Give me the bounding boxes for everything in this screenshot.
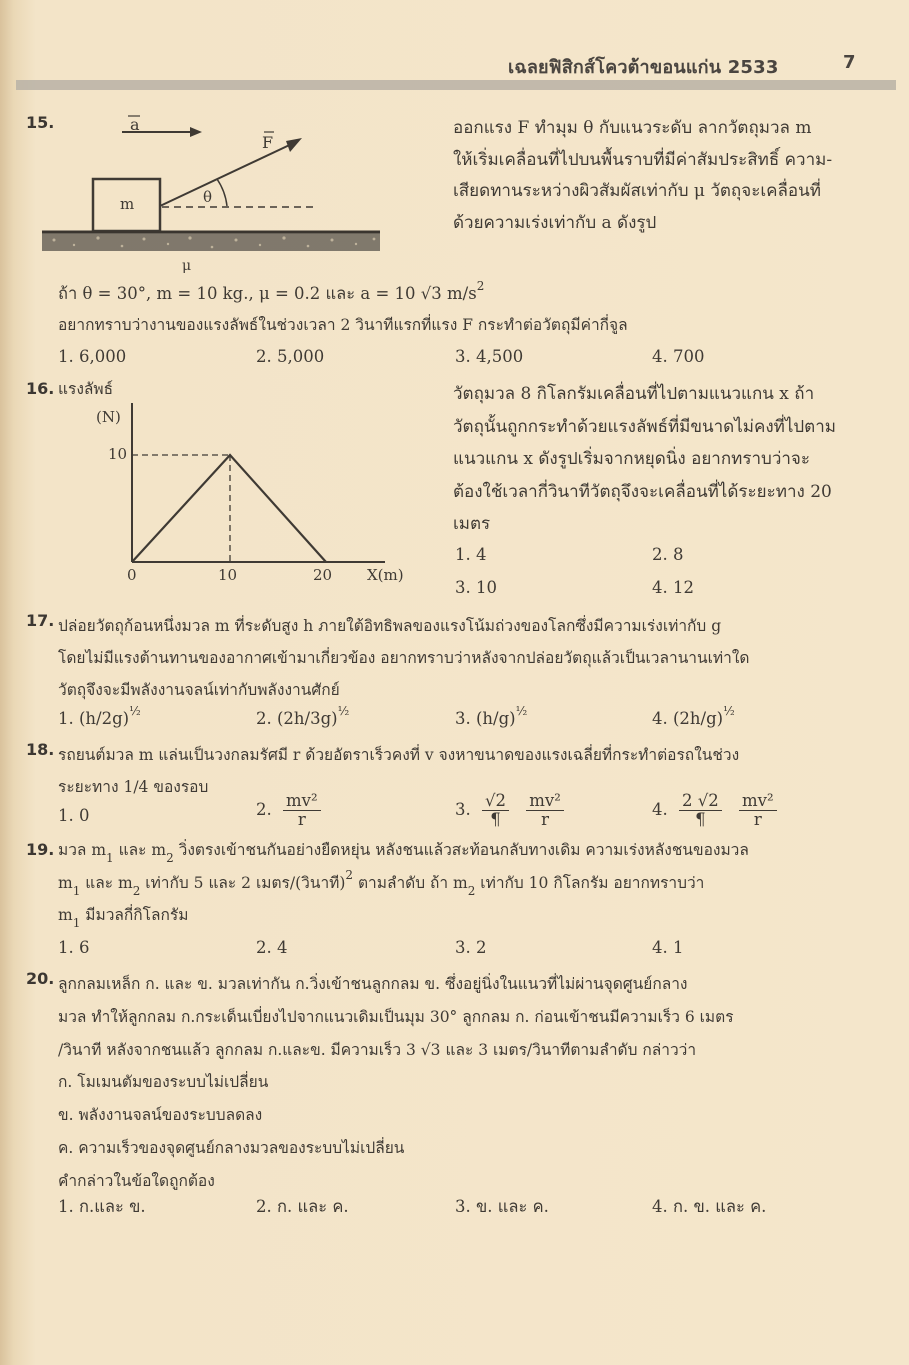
q15-given: ถ้า θ = 30°, m = 10 kg., μ = 0.2 และ a = 10 √3 $m/s^2$ [58, 279, 485, 303]
q16-text-line: วัตถุนั้นถูกกระทำด้วยแรงลัพธ์ที่มีขนาดไม่คงที่ไปตาม [453, 416, 836, 437]
svg-text:θ: θ [203, 188, 213, 206]
q16-number: 16. [26, 379, 55, 398]
q16-description [453, 378, 836, 541]
q20-choice-4[interactable]: 4. ก. ข. และ ค. [652, 1197, 767, 1216]
svg-text:m: m [120, 195, 135, 213]
q17-text-line: วัตถุจึงจะมีพลังงานจลน์เท่ากับพลังงานศักย์ [58, 681, 340, 699]
q15-choice-4[interactable]: 4. 700 [652, 347, 705, 366]
q20-choice-1[interactable]: 1. ก.และ ข. [58, 1197, 146, 1216]
svg-text:μ: μ [182, 258, 192, 274]
q20-text-line: มวล ทำให้ลูกกลม ก.กระเด็นเบี่ยงไปจากแนวเดิมเป็นมุม 30° ลูกกลม ก. ก่อนเข้าชนมีความเร็ว 6 เมตร [58, 1008, 734, 1026]
q15-question: อยากทราบว่างานของแรงลัพธ์ในช่วงเวลา 2 วินาทีแรกที่แรง F กระทำต่อวัตถุมีค่ากี่จูล [58, 316, 628, 334]
q15-text-line: ด้วยความเร่งเท่ากับ a ดังรูป [453, 212, 657, 233]
q20-statement: ค. ความเร็วของจุดศูนย์กลางมวลของระบบไม่เปลี่ยน [58, 1139, 405, 1157]
q16-text-line: ต้องใช้เวลากี่วินาทีวัตถุจึงจะเคลื่อนที่ได้ระยะทาง 20 [453, 481, 832, 502]
q16-choice-3[interactable]: 3. 10 [455, 578, 497, 597]
q16-graph-title: แรงลัพธ์ [58, 380, 114, 398]
q16-choice-4[interactable]: 4. 12 [652, 578, 694, 597]
svg-text:F: F [262, 133, 274, 152]
q15-text-line: ให้เริ่มเคลื่อนที่ไปบนพื้นราบที่มีค่าสัมประสิทธิ์ ความ- [453, 149, 833, 170]
q18-choice-4[interactable]: 4. $\frac{2 √2}{\P}$ $\frac{\text{mv²}}{r}$ [652, 792, 783, 829]
q20-statement: ข. พลังงานจลน์ของระบบลดลง [58, 1106, 263, 1124]
q17-choice-2[interactable]: 2. $(2h/3g)^{\frac{1}{2}}$ [256, 704, 350, 728]
q15-text-line: เสียดทานระหว่างผิวสัมผัสเท่ากับ μ วัตถุจะเคลื่อนที่ [453, 181, 821, 201]
fraction: $\frac{\text{mv²}}{r}$ [283, 792, 321, 829]
x-tick-0: 0 [127, 566, 137, 584]
y-axis-label: (N) [96, 408, 121, 426]
q16-text-line: วัตถุมวล 8 กิโลกรัมเคลื่อนที่ไปตามแนวแกน x ถ้า [453, 384, 815, 404]
q20-text-line: /วินาที หลังจากชนแล้ว ลูกกลม ก.และข. มีความเร็ว 3 √3 และ 3 เมตร/วินาทีตามลำดับ กล่าวว่า [58, 1041, 697, 1059]
running-header: เฉลยฟิสิกส์โควต้าขอนแก่น 2533 [508, 57, 779, 78]
q20-choice-2[interactable]: 2. ก. และ ค. [256, 1197, 349, 1216]
header-rule [16, 80, 896, 90]
x-tick-10: 10 [218, 566, 238, 584]
q16-force-graph [90, 395, 430, 595]
q19-text-line-1: มวล $m_1$ และ $m_2$ วิ่งตรงเข้าชนกันอย่างยืดหยุ่น หลังชนแล้วสะท้อนกลับทางเดิม ความเร่งหลังชนของมวล [58, 841, 749, 865]
page-number: 7 [843, 52, 856, 73]
q19-choice-3[interactable]: 3. 2 [455, 938, 487, 957]
q17-choice-1[interactable]: 1. $(h/2g)^{\frac{1}{2}}$ [58, 704, 141, 728]
q19-choice-1[interactable]: 1. 6 [58, 938, 90, 957]
q19-choice-4[interactable]: 4. 1 [652, 938, 684, 957]
q20-text [58, 968, 734, 1067]
q20-prompt: คำกล่าวในข้อใดถูกต้อง [58, 1172, 215, 1190]
coefficient-fraction: $\frac{2 √2}{\P}$ [679, 792, 722, 829]
q19-text-line-3: $m_1$ มีมวลกี่กิโลกรัม [58, 906, 189, 930]
q18-number: 18. [26, 740, 55, 759]
q17-number: 17. [26, 611, 55, 630]
q20-choice-3[interactable]: 3. ข. และ ค. [455, 1197, 549, 1216]
q20-statement: ก. โมเมนตัมของระบบไม่เปลี่ยน [58, 1073, 269, 1091]
coefficient-fraction: $\frac{√2}{\P}$ [482, 792, 509, 829]
y-tick-10: 10 [108, 445, 128, 463]
q17-text-line: ปล่อยวัตถุก้อนหนึ่งมวล m ที่ระดับสูง h ภายใต้อิทธิพลของแรงโน้มถ่วงของโลกซึ่งมีความเร่งเท่ากับ g [58, 617, 722, 635]
q17-choice-4[interactable]: 4. $(2h/g)^{\frac{1}{2}}$ [652, 704, 735, 728]
q16-choice-2[interactable]: 2. 8 [652, 545, 684, 564]
q19-choice-2[interactable]: 2. 4 [256, 938, 288, 957]
q16-text-line: แนวแกน x ดังรูปเริ่มจากหยุดนิ่ง อยากทราบว่าจะ [453, 449, 810, 469]
q15-choice-3[interactable]: 3. 4,500 [455, 347, 524, 366]
x-axis-label: X(m) [367, 566, 404, 584]
fraction: $\frac{\text{mv²}}{r}$ [739, 792, 777, 829]
q15-force-diagram [40, 110, 400, 275]
q18-choice-3[interactable]: 3. $\frac{√2}{\P}$ $\frac{\text{mv²}}{r}$ [455, 792, 570, 829]
q17-text-line: โดยไม่มีแรงต้านทานของอากาศเข้ามาเกี่ยวข้อง อยากทราบว่าหลังจากปล่อยวัตถุแล้วเป็นเวลานานเท่าใด [58, 649, 750, 667]
q20-text-line: ลูกกลมเหล็ก ก. และ ข. มวลเท่ากัน ก.วิ่งเข้าชนลูกกลม ข. ซึ่งอยู่นิ่งในแนวที่ไม่ผ่านจุดศูนย์กลาง [58, 975, 688, 993]
q18-text [58, 739, 739, 803]
q15-description [453, 113, 832, 239]
x-tick-20: 20 [313, 566, 333, 584]
q15-choice-1[interactable]: 1. 6,000 [58, 347, 127, 366]
q18-text-line: รถยนต์มวล m แล่นเป็นวงกลมรัศมี r ด้วยอัตราเร็วคงที่ v จงหาขนาดของแรงเฉลี่ยที่กระทำต่อรถในช่วง [58, 746, 740, 764]
q15-choice-2[interactable]: 2. 5,000 [256, 347, 325, 366]
q16-choice-1[interactable]: 1. 4 [455, 545, 487, 564]
q18-text-line: ระยะทาง 1/4 ของรอบ [58, 778, 209, 796]
q17-choice-3[interactable]: 3. $(h/g)^{\frac{1}{2}}$ [455, 704, 528, 728]
q18-choice-2[interactable]: 2. $\frac{\text{mv²}}{r}$ [256, 792, 327, 829]
accel-label: a [130, 115, 140, 134]
q19-text-line-2: $m_1$ และ $m_2$ เท่ากับ 5 และ 2 เมตร/(วินาที)$^2$ ตามลำดับ ถ้า $m_2$ เท่ากับ 10 กิโลกรัม อยากทราบว่า [58, 868, 705, 898]
q18-choice-1[interactable]: 1. 0 [58, 806, 90, 825]
q19-number: 19. [26, 840, 55, 859]
fraction: $\frac{\text{mv²}}{r}$ [526, 792, 564, 829]
q17-text [58, 610, 749, 706]
q16-text-line: เมตร [453, 514, 491, 534]
q15-number: 15. [26, 113, 55, 132]
q20-number: 20. [26, 969, 55, 988]
q20-statements [58, 1066, 404, 1198]
q15-text-line: ออกแรง F ทำมุม θ กับแนวระดับ ลากวัตถุมวล m [453, 118, 812, 138]
